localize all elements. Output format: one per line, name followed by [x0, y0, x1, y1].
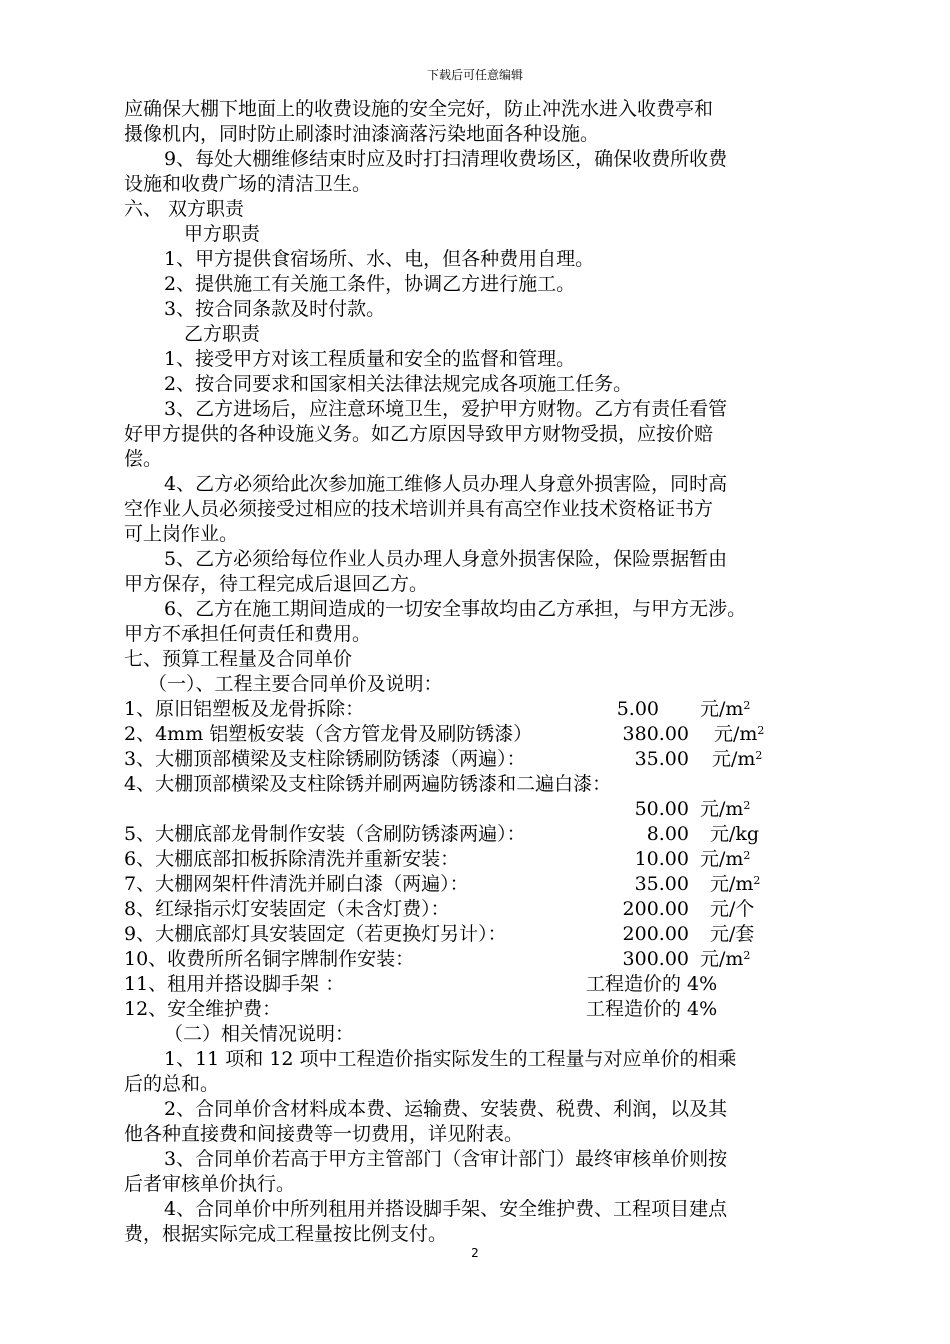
unit-text: 元/m	[700, 698, 744, 720]
price-item-row	[124, 772, 850, 797]
text-line: 空作业人员必须接受过相应的技术培训并具有高空作业技术资格证书方	[124, 498, 714, 520]
price-item-row	[124, 822, 850, 847]
unit-text: 元/m	[712, 748, 756, 770]
price-item-unit	[714, 722, 764, 747]
price-item-value: 8.00	[646, 823, 689, 845]
text-line: 5、乙方必须给每位作业人员办理人身意外损害保险，保险票据暂由	[164, 548, 728, 570]
price-item-label: 8、红绿指示灯安装固定（未含灯费）：	[124, 898, 450, 920]
text-line: 2、按合同要求和国家相关法律法规完成各项施工任务。	[164, 373, 633, 395]
price-item-value: 200.00	[622, 923, 689, 945]
price-item-value: 380.00	[622, 723, 689, 745]
price-list	[124, 697, 850, 1022]
price-item-value: 50.00	[634, 798, 689, 820]
price-item-value: 10.00	[634, 848, 689, 870]
price-item-row	[124, 797, 850, 822]
price-item-row	[124, 897, 850, 922]
price-item-label: 10、收费所所名铜字牌制作安装：	[124, 948, 415, 970]
price-item-row	[124, 747, 850, 772]
price-item-unit	[710, 822, 759, 847]
text-line: 好甲方提供的各种设施义务。如乙方原因导致甲方财物受损，应按价赔	[124, 423, 714, 445]
price-item-label: 9、大棚底部灯具安装固定（若更换灯另计）：	[124, 923, 507, 945]
text-line: 2、合同单价含材料成本费、运输费、安装费、税费、利润，以及其	[164, 1098, 728, 1120]
price-item-label: 12、安全维护费：	[124, 998, 282, 1020]
text-line: 1、接受甲方对该工程质量和安全的监督和管理。	[164, 348, 576, 370]
price-item-row	[124, 872, 850, 897]
text-line: 1、甲方提供食宿场所、水、电，但各种费用自理。	[164, 248, 595, 270]
unit-superscript: 2	[743, 699, 751, 712]
price-item-value: 工程造价的 4%	[586, 973, 718, 995]
price-item-label: 7、大棚网架杆件清洗并刷白漆（两遍）：	[124, 873, 469, 895]
price-item-unit	[700, 697, 750, 722]
page-header: 下载后可任意编辑	[426, 68, 523, 82]
section-heading: 七、预算工程量及合同单价	[124, 648, 353, 670]
text-line: 设施和收费广场的清洁卫生。	[124, 173, 372, 195]
unit-text: 元/个	[710, 898, 755, 920]
unit-text: 元/套	[710, 923, 755, 945]
unit-superscript: 2	[743, 849, 751, 862]
price-item-unit	[700, 947, 750, 972]
price-item-value: 35.00	[634, 873, 689, 895]
price-item-value: 200.00	[622, 898, 689, 920]
sub-heading: （一）、工程主要合同单价及说明：	[148, 673, 443, 695]
price-item-label: 4、大棚顶部横梁及支柱除锈并刷两遍防锈漆和二遍白漆：	[124, 773, 612, 795]
text-line: 费，根据实际完成工程量按比例支付。	[124, 1223, 448, 1245]
text-line: 可上岗作业。	[124, 523, 239, 545]
text-line: 甲方保存，待工程完成后退回乙方。	[124, 573, 429, 595]
unit-superscript: 2	[757, 724, 765, 737]
unit-text: 元/m	[710, 873, 754, 895]
price-item-unit	[710, 922, 754, 947]
price-item-value: 300.00	[622, 948, 689, 970]
unit-superscript: 2	[755, 749, 763, 762]
price-item-row	[124, 947, 850, 972]
sub-heading: 乙方职责	[184, 323, 261, 345]
price-item-label: 3、大棚顶部横梁及支柱除锈刷防锈漆（两遍）：	[124, 748, 526, 770]
sub-heading: （二）相关情况说明：	[164, 1023, 355, 1045]
text-line: 甲方不承担任何责任和费用。	[124, 623, 372, 645]
price-item-value: 5.00	[616, 698, 659, 720]
unit-text: 元/m	[714, 723, 758, 745]
sub-heading: 甲方职责	[184, 223, 261, 245]
price-item-unit	[700, 847, 750, 872]
text-line: 1、11 项和 12 项中工程造价指实际发生的工程量与对应单价的相乘	[164, 1048, 737, 1070]
price-item-value: 工程造价的 4%	[586, 998, 718, 1020]
unit-superscript: 2	[743, 949, 751, 962]
price-item-label: 5、大棚底部龙骨制作安装（含刷防锈漆两遍）：	[124, 823, 526, 845]
price-item-unit	[710, 897, 754, 922]
text-line: 3、合同单价若高于甲方主管部门（含审计部门）最终审核单价则按	[164, 1148, 728, 1170]
price-item-unit	[700, 797, 750, 822]
price-item-row	[124, 697, 850, 722]
unit-superscript: 2	[753, 874, 761, 887]
price-item-label: 6、大棚底部扣板拆除清洗并重新安装：	[124, 848, 460, 870]
text-line: 2、提供施工有关施工条件，协调乙方进行施工。	[164, 273, 576, 295]
price-item-value: 35.00	[634, 748, 689, 770]
document-body	[124, 97, 850, 1247]
text-line: 后者审核单价执行。	[124, 1173, 296, 1195]
text-line: 3、按合同条款及时付款。	[164, 298, 386, 320]
unit-text: 元/m	[700, 948, 744, 970]
page-number: 2	[471, 1246, 479, 1260]
section-heading: 六、 双方职责	[124, 198, 245, 220]
text-line: 应确保大棚下地面上的收费设施的安全完好，防止冲洗水进入收费亭和	[124, 98, 714, 120]
price-item-label: 1、原旧铝塑板及龙骨拆除：	[124, 698, 365, 720]
price-item-unit	[710, 872, 760, 897]
text-line: 后的总和。	[124, 1073, 220, 1095]
price-item-label: 2、4mm 铝塑板安装（含方管龙骨及刷防锈漆）	[124, 723, 533, 745]
unit-text: 元/m	[700, 798, 744, 820]
unit-text: 元/m	[700, 848, 744, 870]
text-line: 4、合同单价中所列租用并搭设脚手架、安全维护费、工程项目建点	[164, 1198, 728, 1220]
price-item-label: 11、租用并搭设脚手架 ：	[124, 973, 345, 995]
text-line: 摄像机内，同时防止刷漆时油漆滴落污染地面各种设施。	[124, 123, 600, 145]
unit-superscript: 2	[743, 799, 751, 812]
unit-text: 元/kg	[710, 823, 760, 845]
price-item-row	[124, 722, 850, 747]
text-line: 他各种直接费和间接费等一切费用，详见附表。	[124, 1123, 524, 1145]
text-line: 4、乙方必须给此次参加施工维修人员办理人身意外损害险，同时高	[164, 473, 728, 495]
price-item-row	[124, 997, 850, 1022]
text-line: 9、每处大棚维修结束时应及时打扫清理收费场区，确保收费所收费	[164, 148, 728, 170]
text-line: 偿。	[124, 448, 163, 470]
text-line: 6、乙方在施工期间造成的一切安全事故均由乙方承担，与甲方无涉。	[164, 598, 747, 620]
price-item-row	[124, 922, 850, 947]
text-line: 3、乙方进场后，应注意环境卫生，爱护甲方财物。乙方有责任看管	[164, 398, 728, 420]
price-item-row	[124, 972, 850, 997]
price-item-row	[124, 847, 850, 872]
price-item-unit	[712, 747, 762, 772]
